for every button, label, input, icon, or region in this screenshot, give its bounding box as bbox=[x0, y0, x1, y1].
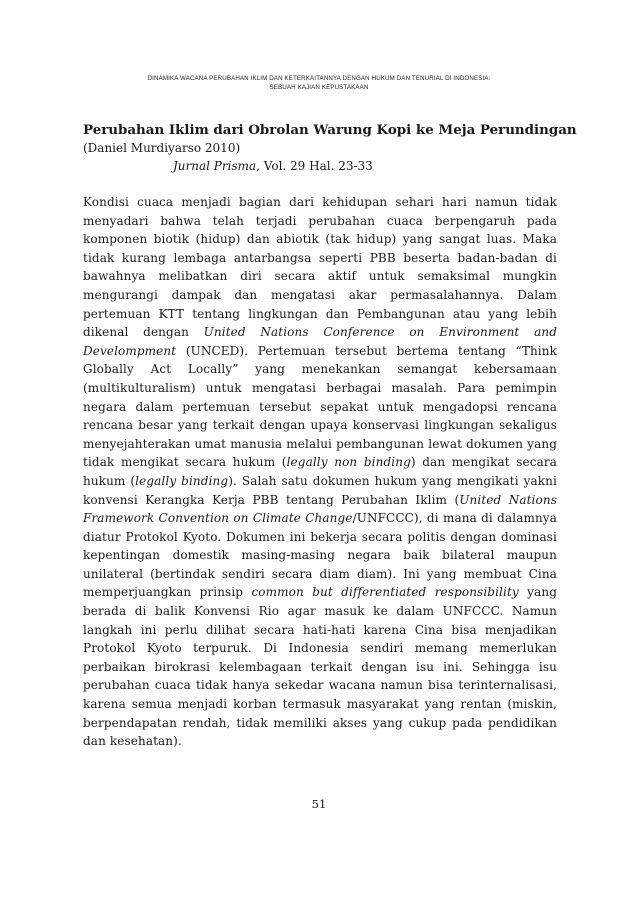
body-emphasis: common but differentiated responsibility bbox=[251, 585, 519, 600]
body-segment: ). Salah satu dokumen hukum yang mengikati yakni konvensi Kerangka Kerja PBB tentang Perubahan Iklim ( bbox=[83, 473, 557, 507]
body-segment: ) dan mengikat secara hukum ( bbox=[83, 455, 558, 488]
body-segment: yang berada di balik Konvensi Rio agar masuk ke dalam UNFCCC. Namun langkah ini perlu dilihat secara hati-hati karena Cina bisa menjadikan Protokol Kyoto terpuruk. Di Indonesia sendiri memang memerlukan perbaikan birokrasi kelembagaan terkait dengan isu ini. Sehingga isu perubahan cuaca tidak hanya sekedar wacana namun bisa terinternalisasi, karena semua menjadi korban termasuk masyarakat yang rentan (miskin, berpendapatan rendah, tidak memiliki akses yang cukup pada pendidikan dan kesehatan). bbox=[83, 585, 558, 749]
running-header-line-2: SEBUAH KAJIAN KEPUSTAKAAN bbox=[269, 84, 369, 91]
body-segment: (UNCED). Pertemuan tersebut bertema tentang “Think Globally Act Locally” yang menekankan semangat kebersamaan (multikulturalism) untuk mengatasi berbagai masalah. Para pemimpin negara dalam pertemuan tersebut sepakat untuk mengadopsi rencana rencana besar yang terkait dengan upaya konservasi lingkungan sekaligus menyejahterakan umat manusia melalui pembangunan lewat dokumen yang tidak mengikat secara hukum ( bbox=[83, 343, 557, 470]
body-segment: /UNFCCC), di mana di dalamnya diatur Protokol Kyoto. Dokumen ini bekerja secara politis dengan dominasi kepentingan domestik masing-masing negara baik bilateral maupun unilateral (bertindak sendiri secara diam diam). Ini yang membuat Cina memperjuangkan prinsip bbox=[83, 511, 557, 600]
body-emphasis: legally non binding bbox=[286, 455, 411, 470]
article-author: (Daniel Murdiyarso 2010) bbox=[83, 141, 241, 155]
running-header bbox=[100, 74, 538, 92]
journal-name: Jurnal Prisma bbox=[173, 159, 257, 173]
body-emphasis: legally binding bbox=[135, 473, 229, 488]
journal-volume: , Vol. 29 Hal. 23-33 bbox=[256, 159, 373, 173]
body-segment: Kondisi cuaca menjadi bagian dari kehidupan sehari hari namun tidak menyadari bahwa telah terjadi perubahan cuaca berpengaruh pada komponen biotik (hidup) dan abiotik (tak hidup) yang sangat luas. Maka tidak kurang lembaga antarbangsa seperti PBB beserta badan-badan di bawahnya melibatkan diri secara aktif untuk semaksimal mungkin mengurangi dampak dan mengatasi akar permasalahannya. Dalam pertemuan KTT tentang lingkungan dan Pembangunan atau yang lebih dikenal dengan bbox=[83, 195, 557, 340]
body-paragraph bbox=[83, 193, 557, 751]
article-source bbox=[83, 157, 557, 175]
body-emphasis: United Nations Conference on Environment and Develompment bbox=[83, 325, 557, 358]
article-content bbox=[83, 121, 577, 751]
body-emphasis: United Nations Framework Convention on Climate Change bbox=[83, 492, 557, 526]
page-number: 51 bbox=[311, 797, 327, 811]
article-title: Perubahan Iklim dari Obrolan Warung Kopi ke Meja Perundingan bbox=[83, 122, 577, 138]
running-header-line-1: DINAMIKA WACANA PERUBAHAN IKLIM DAN KETERKAITANNYA DENGAN HUKUM DAN TENURIAL DI INDONESIA: bbox=[147, 75, 491, 82]
